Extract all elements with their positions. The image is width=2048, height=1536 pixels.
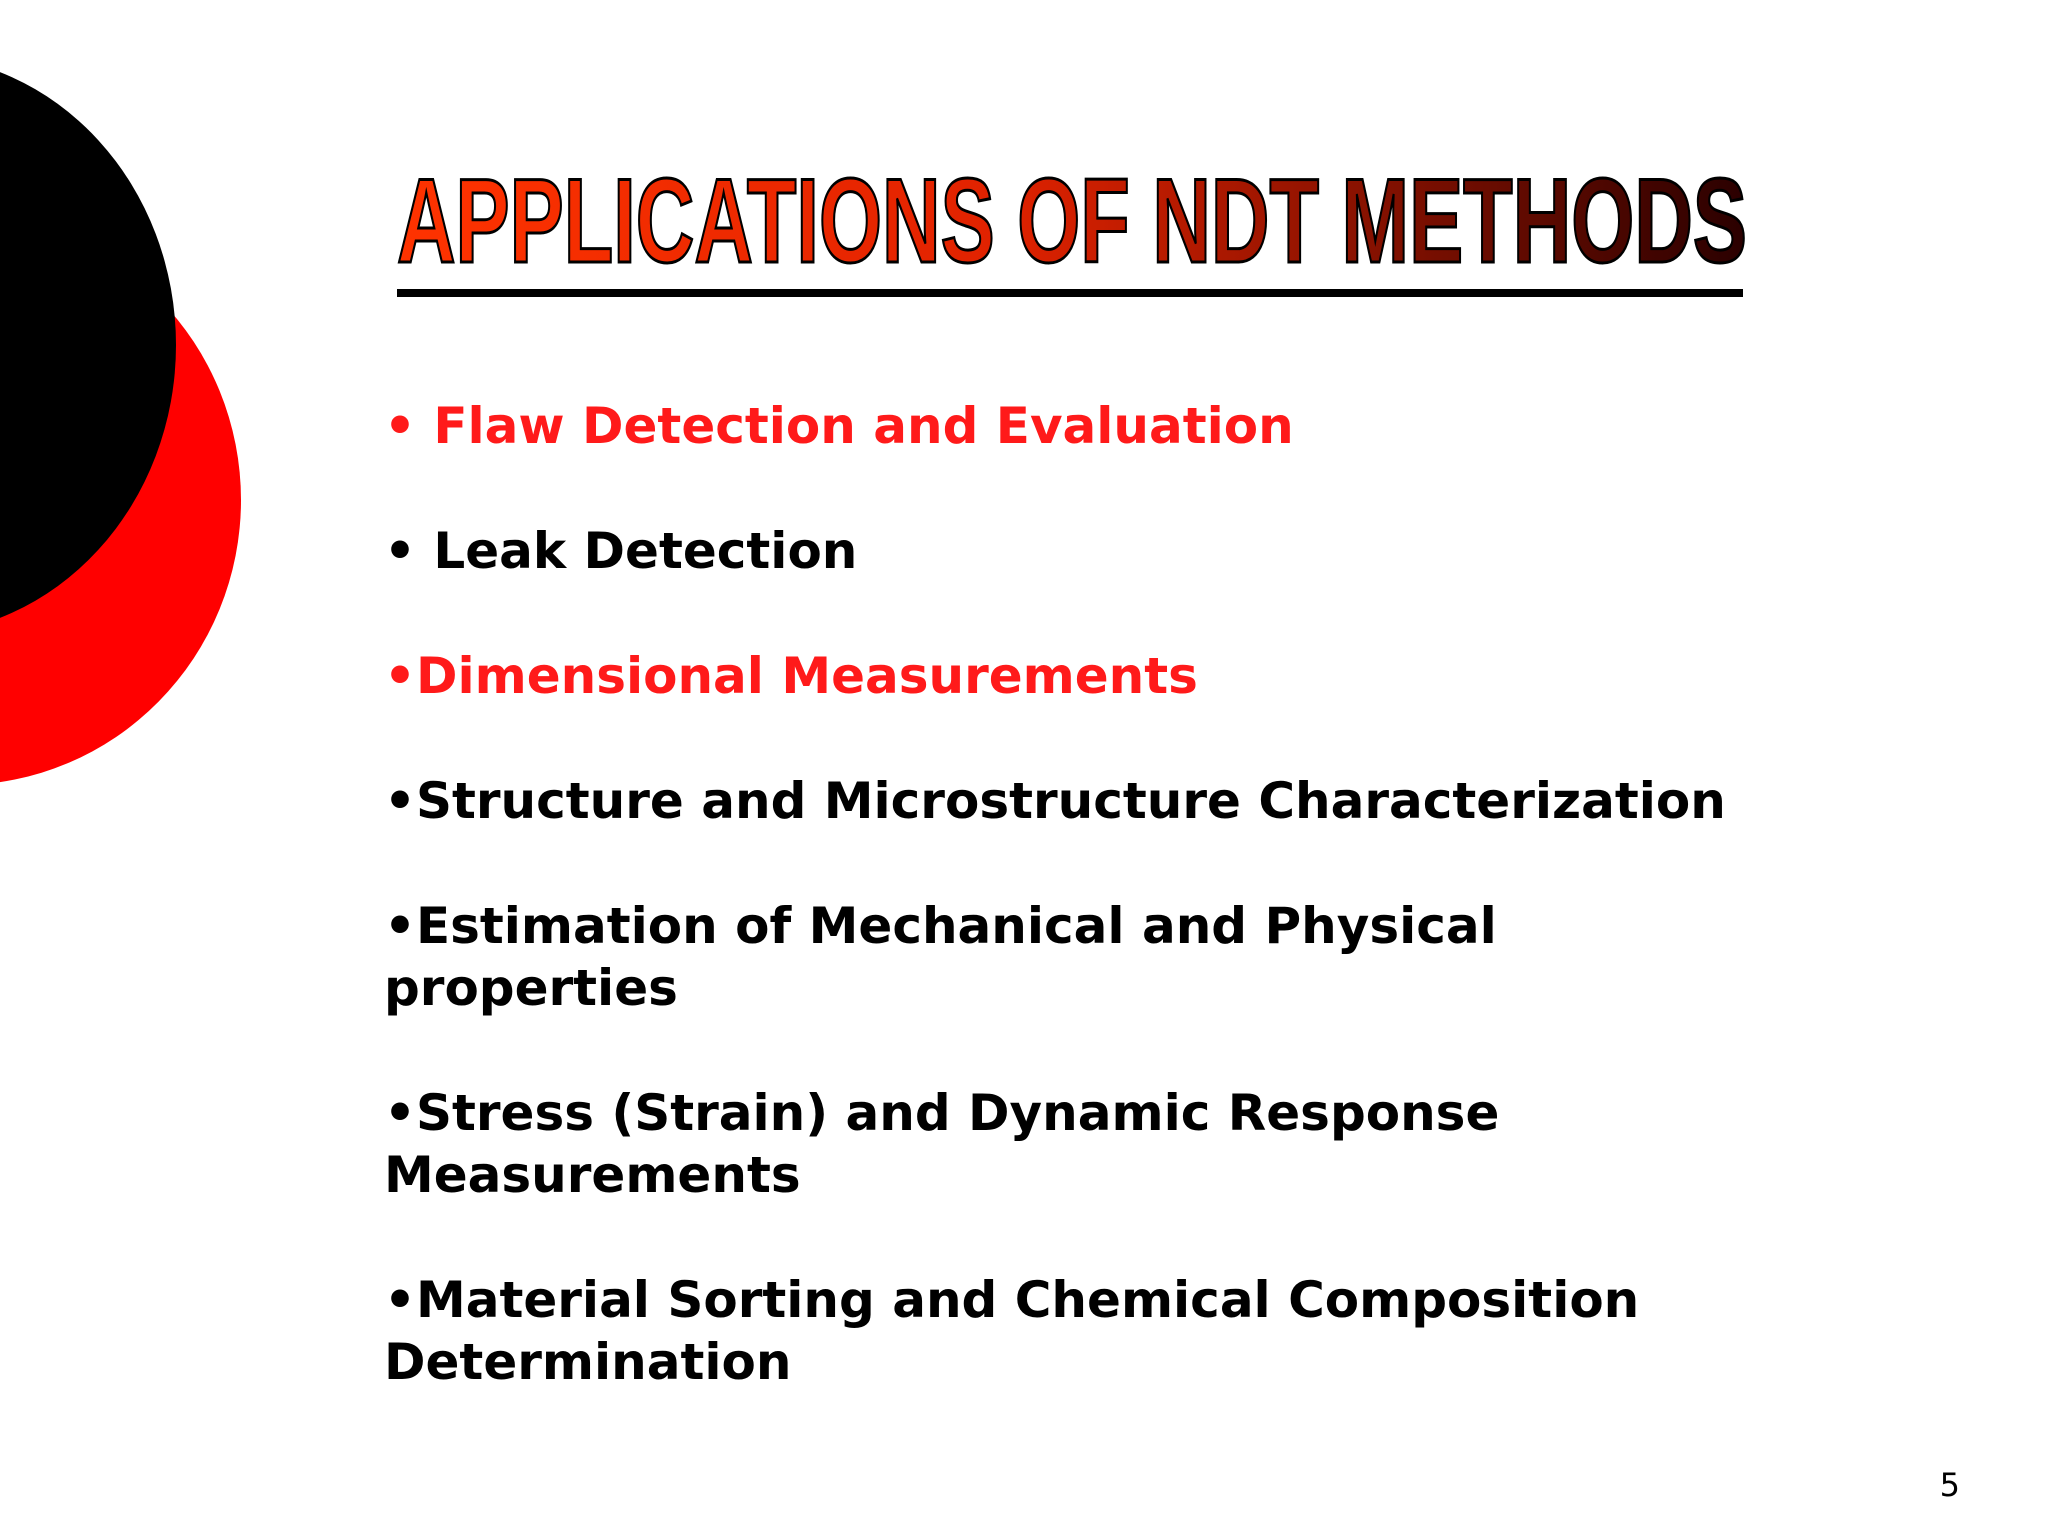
bullet-line: Measurements bbox=[384, 1146, 801, 1204]
bullet-item bbox=[384, 895, 1964, 1019]
slide-title bbox=[394, 158, 1754, 288]
bullet-item bbox=[384, 770, 1964, 832]
slide-title-text: APPLICATIONS OF NDT METHODS bbox=[397, 158, 1747, 288]
bullet-line: •Material Sorting and Chemical Composition bbox=[384, 1271, 1640, 1329]
bullet-line: Determination bbox=[384, 1333, 792, 1391]
bullet-item bbox=[384, 395, 1964, 457]
title-underline bbox=[397, 289, 1743, 297]
bullet-item bbox=[384, 1082, 1964, 1206]
bullet-item bbox=[384, 1269, 1964, 1393]
bullet-line: • Leak Detection bbox=[384, 522, 858, 580]
decorative-ellipses bbox=[0, 0, 260, 800]
bullet-line: •Stress (Strain) and Dynamic Response bbox=[384, 1084, 1500, 1142]
bullet-item bbox=[384, 645, 1964, 707]
bullet-line: •Structure and Microstructure Characterization bbox=[384, 772, 1726, 830]
bullet-line: •Estimation of Mechanical and Physical bbox=[384, 897, 1497, 955]
bullet-line: •Dimensional Measurements bbox=[384, 647, 1198, 705]
page-number: 5 bbox=[1939, 1466, 1960, 1504]
bullet-line: properties bbox=[384, 959, 678, 1017]
bullet-item bbox=[384, 520, 1964, 582]
bullet-line: • Flaw Detection and Evaluation bbox=[384, 397, 1294, 455]
